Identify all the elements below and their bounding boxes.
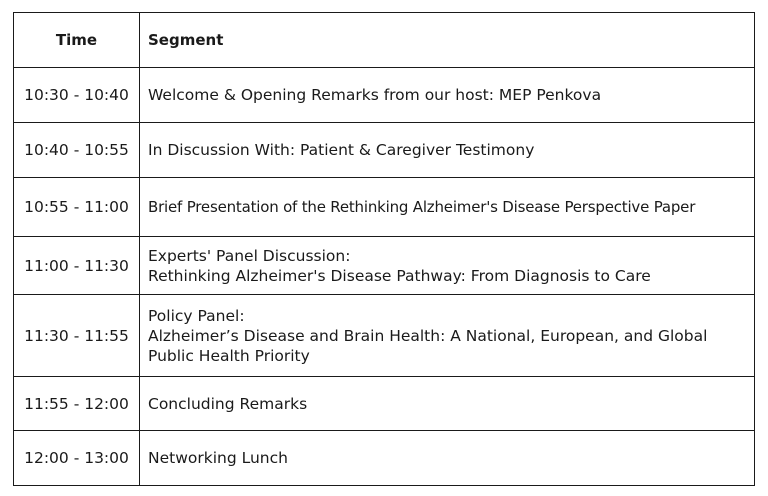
segment-text: Networking Lunch xyxy=(148,449,288,467)
segment-cell xyxy=(140,431,755,486)
segment-text: Alzheimer’s Disease and Brain Health: A National, European, and Global xyxy=(148,326,708,345)
segment-text: In Discussion With: Patient & Caregiver Testimony xyxy=(148,141,535,159)
time-cell: 10:30 - 10:40 xyxy=(14,68,140,123)
segment-text: Welcome & Opening Remarks from our host: MEP Penkova xyxy=(148,86,602,104)
table-row xyxy=(14,68,755,123)
time-cell: 11:55 - 12:00 xyxy=(14,377,140,431)
table-row xyxy=(14,237,755,295)
segment-cell xyxy=(140,178,755,237)
time-cell: 12:00 - 13:00 xyxy=(14,431,140,486)
table-row xyxy=(14,123,755,178)
segment-cell xyxy=(140,295,755,377)
table-row xyxy=(14,377,755,431)
segment-column-header: Segment xyxy=(140,13,755,68)
segment-cell xyxy=(140,123,755,178)
table-row xyxy=(14,431,755,486)
time-column-header: Time xyxy=(14,13,140,68)
segment-title: Experts' Panel Discussion: xyxy=(148,246,351,265)
segment-text: Concluding Remarks xyxy=(148,394,308,413)
time-cell: 11:30 - 11:55 xyxy=(14,295,140,377)
time-cell: 11:00 - 11:30 xyxy=(14,237,140,295)
segment-cell xyxy=(140,237,755,295)
segment-text-continued: Public Health Priority xyxy=(148,346,310,365)
segment-text: Brief Presentation of the Rethinking Alzheimer's Disease Perspective Paper xyxy=(148,198,696,216)
table-header-row xyxy=(14,13,755,68)
time-cell: 10:40 - 10:55 xyxy=(14,123,140,178)
segment-title: Policy Panel: xyxy=(148,306,245,325)
table-row xyxy=(14,295,755,377)
segment-text: Rethinking Alzheimer's Disease Pathway: From Diagnosis to Care xyxy=(148,266,651,285)
time-cell: 10:55 - 11:00 xyxy=(14,178,140,237)
agenda-table xyxy=(13,12,755,486)
table-row xyxy=(14,178,755,237)
segment-cell xyxy=(140,68,755,123)
segment-cell xyxy=(140,377,755,431)
